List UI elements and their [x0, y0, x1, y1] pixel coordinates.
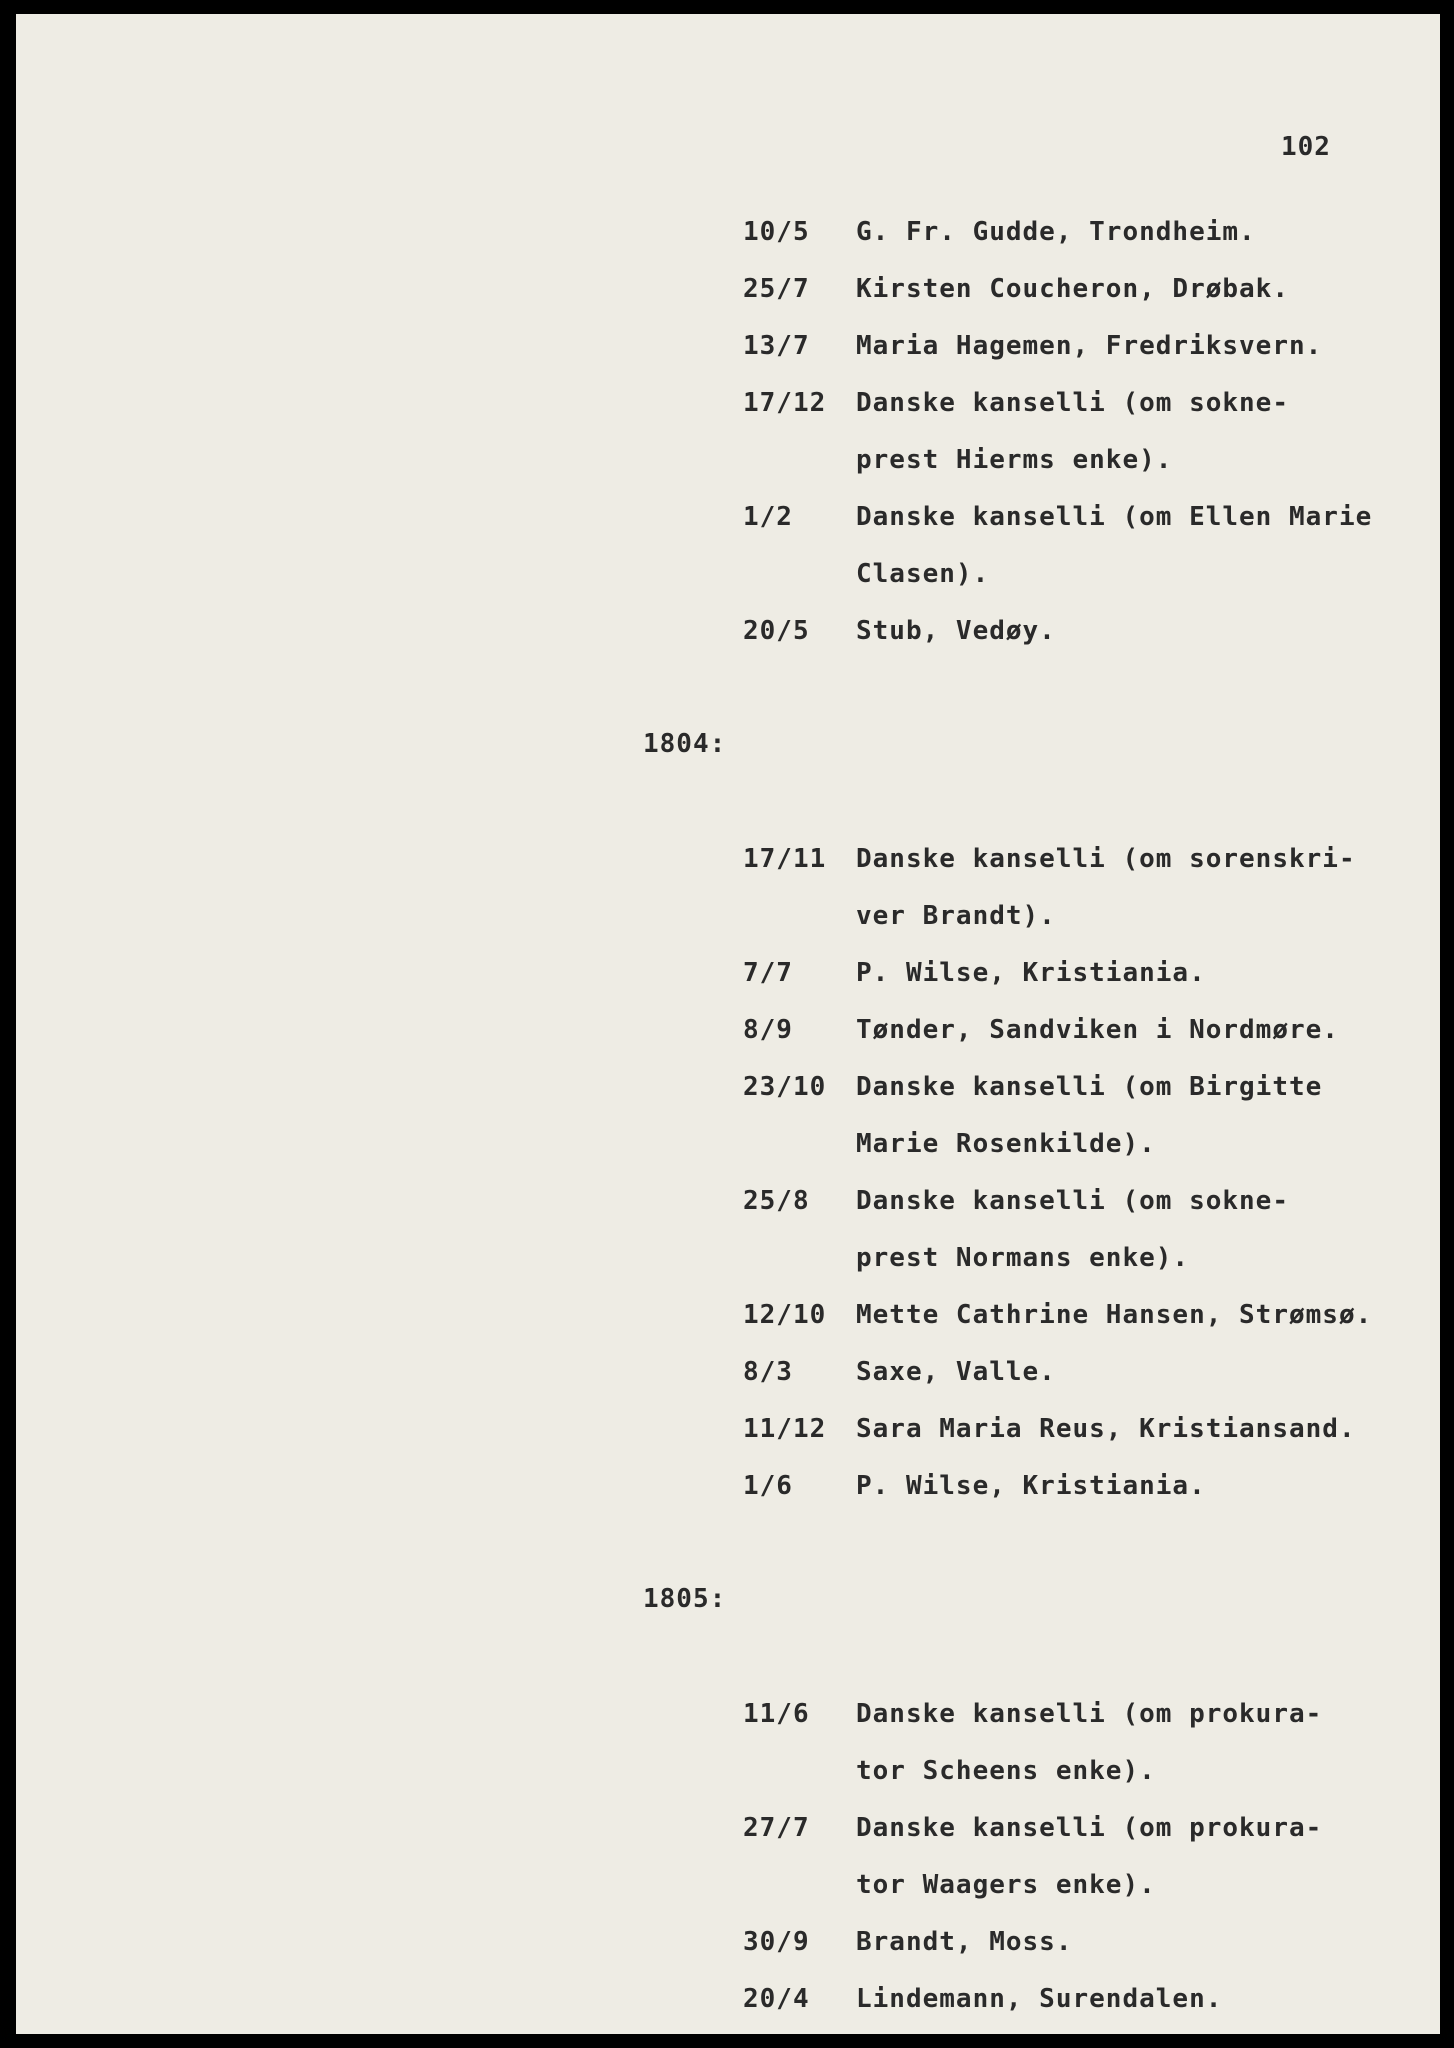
- entry-date: 11/6: [743, 1699, 810, 1729]
- entry-text: Sara Maria Reus, Kristiansand.: [856, 1414, 1356, 1444]
- entry-date: 7/7: [743, 958, 793, 988]
- entry-text: Danske kanselli (om Ellen Marie: [856, 502, 1373, 532]
- entry-text: Maria Hagemen, Fredriksvern.: [856, 331, 1323, 361]
- entry-text: P. Wilse, Kristiania.: [856, 1471, 1206, 1501]
- entry-text: Stub, Vedøy.: [856, 616, 1056, 646]
- entry-text: Lindemann, Surendalen.: [856, 1984, 1223, 2014]
- entry-date: 1/6: [743, 1471, 793, 1501]
- entry-text: Tønder, Sandviken i Nordmøre.: [856, 1015, 1339, 1045]
- entry-date: 13/7: [743, 331, 810, 361]
- entry-text: prest Hierms enke).: [856, 445, 1173, 475]
- entry-date: 20/5: [743, 616, 810, 646]
- entry-text: Brandt, Moss.: [856, 1927, 1073, 1957]
- entry-text: Mette Cathrine Hansen, Strømsø.: [856, 1300, 1373, 1330]
- entry-text: Danske kanselli (om prokura-: [856, 1813, 1323, 1843]
- entry-date: 23/10: [743, 1072, 827, 1102]
- entry-text: ver Brandt).: [856, 901, 1056, 931]
- entry-text: Clasen).: [856, 559, 990, 589]
- page-number: 102: [1281, 132, 1331, 162]
- entry-text: Saxe, Valle.: [856, 1357, 1056, 1387]
- entry-date: 8/3: [743, 1357, 793, 1387]
- entry-text: Danske kanselli (om sorenskri-: [856, 844, 1356, 874]
- entry-text: tor Scheens enke).: [856, 1756, 1156, 1786]
- entry-date: 17/12: [743, 388, 827, 418]
- entry-text: Marie Rosenkilde).: [856, 1129, 1156, 1159]
- entry-date: 10/5: [743, 217, 810, 247]
- document-page: [16, 14, 1440, 2034]
- entry-text: prest Normans enke).: [856, 1243, 1190, 1273]
- entry-text: Danske kanselli (om prokura-: [856, 1699, 1323, 1729]
- entry-date: 30/9: [743, 1927, 810, 1957]
- entry-text: tor Waagers enke).: [856, 1870, 1156, 1900]
- entry-date: 1/2: [743, 502, 793, 532]
- entry-date: 8/9: [743, 1015, 793, 1045]
- entry-date: 20/4: [743, 1984, 810, 2014]
- entry-date: 17/11: [743, 844, 827, 874]
- entry-date: 25/7: [743, 274, 810, 304]
- year-heading: 1804:: [643, 729, 727, 759]
- year-heading: 1805:: [643, 1584, 727, 1614]
- entry-text: Kirsten Coucheron, Drøbak.: [856, 274, 1289, 304]
- entry-text: P. Wilse, Kristiania.: [856, 958, 1206, 988]
- entry-date: 25/8: [743, 1186, 810, 1216]
- entry-text: Danske kanselli (om Birgitte: [856, 1072, 1323, 1102]
- entry-text: G. Fr. Gudde, Trondheim.: [856, 217, 1256, 247]
- entry-text: Danske kanselli (om sokne-: [856, 388, 1289, 418]
- entry-text: Danske kanselli (om sokne-: [856, 1186, 1289, 1216]
- entry-date: 12/10: [743, 1300, 827, 1330]
- entry-date: 27/7: [743, 1813, 810, 1843]
- entry-date: 11/12: [743, 1414, 827, 1444]
